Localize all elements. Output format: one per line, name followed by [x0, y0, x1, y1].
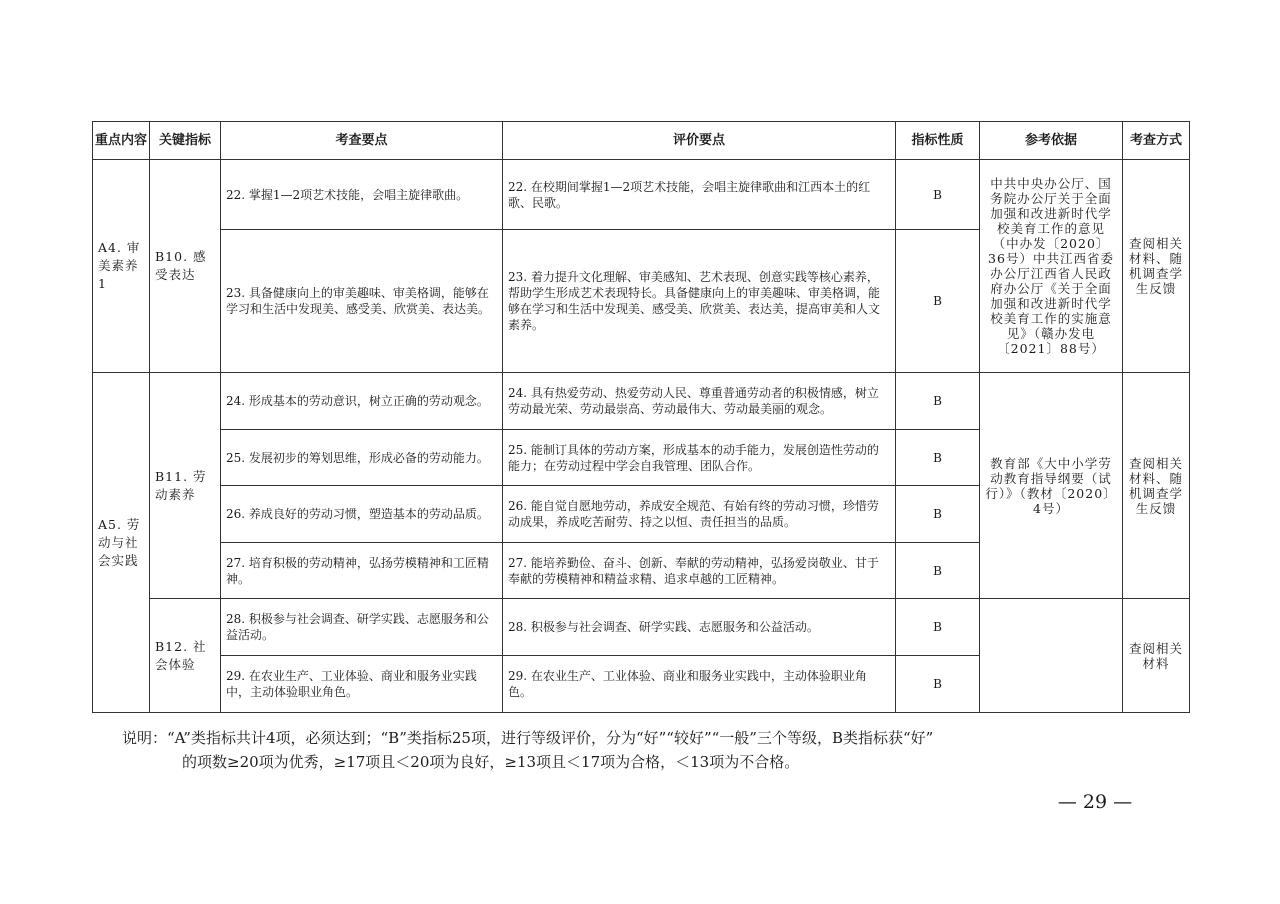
table-header-row: [93, 122, 1190, 160]
nature-cell: B: [896, 430, 980, 486]
nature-cell: B: [896, 599, 980, 656]
check-cell: 24. 形成基本的劳动意识，树立正确的劳动观念。: [221, 373, 503, 430]
method-cell: 查阅相关材料、随机调查学生反馈: [1123, 373, 1190, 599]
check-cell: 27. 培育积极的劳动精神，弘扬劳模精神和工匠精神。: [221, 543, 503, 599]
eval-cell: 27. 能培养勤俭、奋斗、创新、奉献的劳动精神，弘扬爱岗敬业、甘于奉献的劳模精神和精益求精、追求卓越的工匠精神。: [503, 543, 896, 599]
reference-cell: [980, 599, 1123, 713]
check-cell: 29. 在农业生产、工业体验、商业和服务业实践中，主动体验职业角色。: [221, 656, 503, 713]
page-number: — 29 —: [1057, 791, 1133, 813]
eval-cell: 22. 在校期间掌握1—2项艺术技能，会唱主旋律歌曲和江西本土的红歌、民歌。: [503, 160, 896, 230]
nature-cell: B: [896, 656, 980, 713]
indicator-cell: B11. 劳动素养: [150, 373, 221, 599]
check-cell: 26. 养成良好的劳动习惯，塑造基本的劳动品质。: [221, 486, 503, 543]
header-reference: 参考依据: [980, 122, 1123, 160]
header-nature: 指标性质: [896, 122, 980, 160]
nature-cell: B: [896, 230, 980, 373]
table-row: [93, 599, 1190, 656]
reference-cell: 中共中央办公厅、国务院办公厅关于全面加强和改进新时代学校美育工作的意见（中办发〔2020〕36号）中共江西省委办公厅江西省人民政府办公厅《关于全面加强和改进新时代学校美育工作的实施意见》（赣办发电〔2021〕88号）: [980, 160, 1123, 373]
table-row: [93, 160, 1190, 230]
header-key-indicator: 关键指标: [150, 122, 221, 160]
eval-cell: 28. 积极参与社会调查、研学实践、志愿服务和公益活动。: [503, 599, 896, 656]
evaluation-table: [92, 121, 1190, 713]
focus-cell: A5. 劳动与社会实践: [93, 373, 150, 713]
note-line-1: 说明：“A”类指标共计4项，必须达到；“B”类指标25项，进行等级评价，分为“好”“较好”“一般”三个等级，B类指标获“好”: [122, 729, 934, 747]
check-cell: 23. 具备健康向上的审美趣味、审美格调，能够在学习和生活中发现美、感受美、欣赏美、表达美。: [221, 230, 503, 373]
indicator-cell: B10. 感受表达: [150, 160, 221, 373]
header-focus: 重点内容: [93, 122, 150, 160]
method-cell: 查阅相关材料: [1123, 599, 1190, 713]
table-row: [93, 373, 1190, 430]
method-cell: 查阅相关材料、随机调查学生反馈: [1123, 160, 1190, 373]
eval-cell: 23. 着力提升文化理解、审美感知、艺术表现、创意实践等核心素养，帮助学生形成艺术表现特长。具备健康向上的审美趣味、审美格调，能够在学习和生活中发现美、感受美、欣赏美、表达美，提高审美和人文素养。: [503, 230, 896, 373]
eval-cell: 29. 在农业生产、工业体验、商业和服务业实践中，主动体验职业角色。: [503, 656, 896, 713]
nature-cell: B: [896, 160, 980, 230]
header-check-points: 考查要点: [221, 122, 503, 160]
header-method: 考查方式: [1123, 122, 1190, 160]
check-cell: 28. 积极参与社会调查、研学实践、志愿服务和公益活动。: [221, 599, 503, 656]
nature-cell: B: [896, 543, 980, 599]
eval-cell: 26. 能自觉自愿地劳动，养成安全规范、有始有终的劳动习惯，珍惜劳动成果，养成吃苦耐劳、持之以恒、责任担当的品质。: [503, 486, 896, 543]
nature-cell: B: [896, 373, 980, 430]
check-cell: 22. 掌握1—2项艺术技能，会唱主旋律歌曲。: [221, 160, 503, 230]
indicator-cell: B12. 社会体验: [150, 599, 221, 713]
reference-cell: 教育部《大中小学劳动教育指导纲要（试行）》（教材〔2020〕4号）: [980, 373, 1123, 599]
eval-cell: 24. 具有热爱劳动、热爱劳动人民、尊重普通劳动者的积极情感，树立劳动最光荣、劳动最崇高、劳动最伟大、劳动最美丽的观念。: [503, 373, 896, 430]
focus-cell: A4. 审美素养1: [93, 160, 150, 373]
eval-cell: 25. 能制订具体的劳动方案，形成基本的动手能力，发展创造性劳动的能力；在劳动过程中学会自我管理、团队合作。: [503, 430, 896, 486]
check-cell: 25. 发展初步的筹划思维，形成必备的劳动能力。: [221, 430, 503, 486]
note-line-2: 的项数≥20项为优秀，≥17项且＜20项为良好，≥13项且＜17项为合格，＜13项为不合格。: [182, 753, 800, 771]
nature-cell: B: [896, 486, 980, 543]
header-eval-points: 评价要点: [503, 122, 896, 160]
